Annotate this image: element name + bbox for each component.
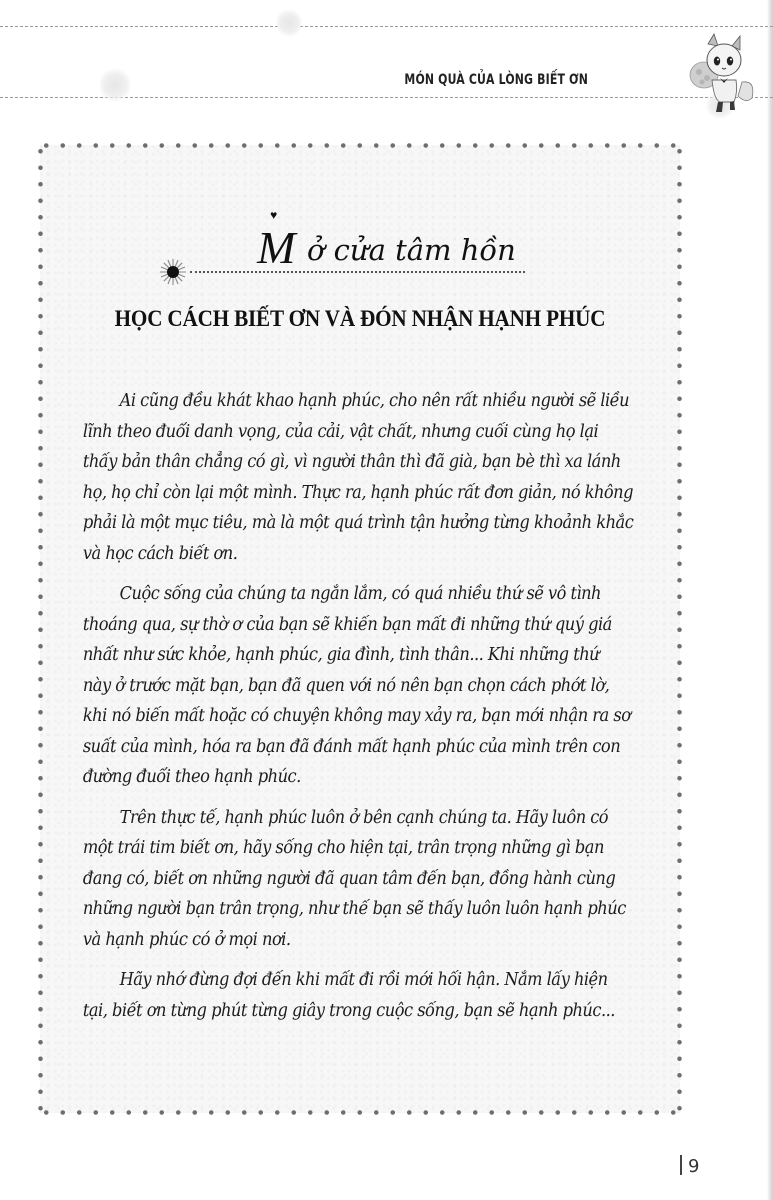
paragraph (82, 965, 670, 1026)
text-line: họ, họ chỉ còn lại một mình. Thực ra, hạnh phúc rất đơn giản, nó không (82, 482, 633, 503)
section-title-text: ở cửa tâm hồn (306, 233, 516, 267)
dotted-border-bottom (38, 1110, 684, 1115)
text-line: một trái tim biết ơn, hãy sống cho hiện tại, trân trọng những gì bạn (82, 838, 604, 858)
text-line: tại, biết ơn từng phút từng giây trong cuộc sống, bạn sẽ hạnh phúc... (82, 1000, 615, 1021)
text-line: đang có, biết ơn những người đã quan tâm đến bạn, đồng hành cùng (82, 868, 616, 889)
page-number-value: 9 (688, 1156, 700, 1177)
title-dotted-rule (190, 271, 525, 273)
dandelion-puff-icon (100, 66, 130, 104)
running-header-title: MÓN QUÀ CỦA LÒNG BIẾT ƠN (404, 72, 588, 88)
sunflower-bullet-icon (159, 258, 187, 286)
dotted-border-right (677, 143, 682, 1115)
text-line: Cuộc sống của chúng ta ngắn lắm, có quá nhiều thứ sẽ vô tình (119, 584, 601, 604)
text-line: Hãy nhớ đừng đợi đến khi mất đi rồi mới hối hận. Nắm lấy hiện (119, 970, 608, 990)
text-line: này ở trước mặt bạn, bạn đã quen với nó nên bạn chọn cách phớt lờ, (82, 675, 610, 696)
text-line: những người bạn trân trọng, như thế bạn sẽ thấy luôn luôn hạnh phúc (82, 899, 626, 919)
paragraph (82, 386, 670, 569)
paragraph (82, 579, 670, 793)
text-line: lĩnh theo đuổi danh vọng, của cải, vật chất, nhưng cuối cùng họ lại (82, 421, 599, 442)
text-line: phải là một mục tiêu, mà là một quá trình tận hưởng từng khoảnh khắc (82, 513, 634, 533)
text-line: khi nó biến mất hoặc có chuyện không may xảy ra, bạn mới nhận ra sơ (82, 706, 631, 726)
paragraph (82, 803, 670, 956)
text-line: thấy bản thân chẳng có gì, vì người thân thì đã già, bạn bè thì xa lánh (82, 452, 621, 472)
section-title-initial (257, 208, 307, 273)
article-body (82, 386, 670, 1036)
text-line: Ai cũng đều khát khao hạnh phúc, cho nên rất nhiều người sẽ liều (119, 391, 630, 411)
heart-icon: ♥ (270, 208, 278, 222)
text-line: đường đuổi theo hạnh phúc. (82, 767, 301, 787)
page-edge-shadow (767, 0, 773, 1200)
text-line: suất của mình, hóa ra bạn đã đánh mất hạnh phúc của mình trên con (82, 736, 621, 757)
text-line: Trên thực tế, hạnh phúc luôn ở bên cạnh chúng ta. Hãy luôn có (119, 807, 609, 828)
section-title (0, 208, 773, 273)
dotted-border-top (38, 143, 684, 148)
page-number-divider (680, 1155, 682, 1175)
dandelion-puff-icon (276, 8, 302, 38)
text-line: nhất như sức khỏe, hạnh phúc, gia đình, tình thân... Khi những thứ (82, 645, 600, 665)
page-number (680, 1155, 699, 1177)
text-line: thoáng qua, sự thờ ơ của bạn sẽ khiến bạn mất đi những thứ quý giá (82, 614, 612, 635)
text-line: và học cách biết ơn. (82, 543, 238, 564)
text-line: và hạnh phúc có ở mọi nơi. (82, 929, 291, 950)
header-dashed-rule-top (0, 26, 773, 27)
dotted-border-left (38, 143, 43, 1115)
article-heading: HỌC CÁCH BIẾT ƠN VÀ ĐÓN NHẬN HẠNH PHÚC (114, 306, 606, 331)
section-title-initial-letter: M (257, 222, 296, 273)
fox-mascot-icon (688, 30, 758, 115)
